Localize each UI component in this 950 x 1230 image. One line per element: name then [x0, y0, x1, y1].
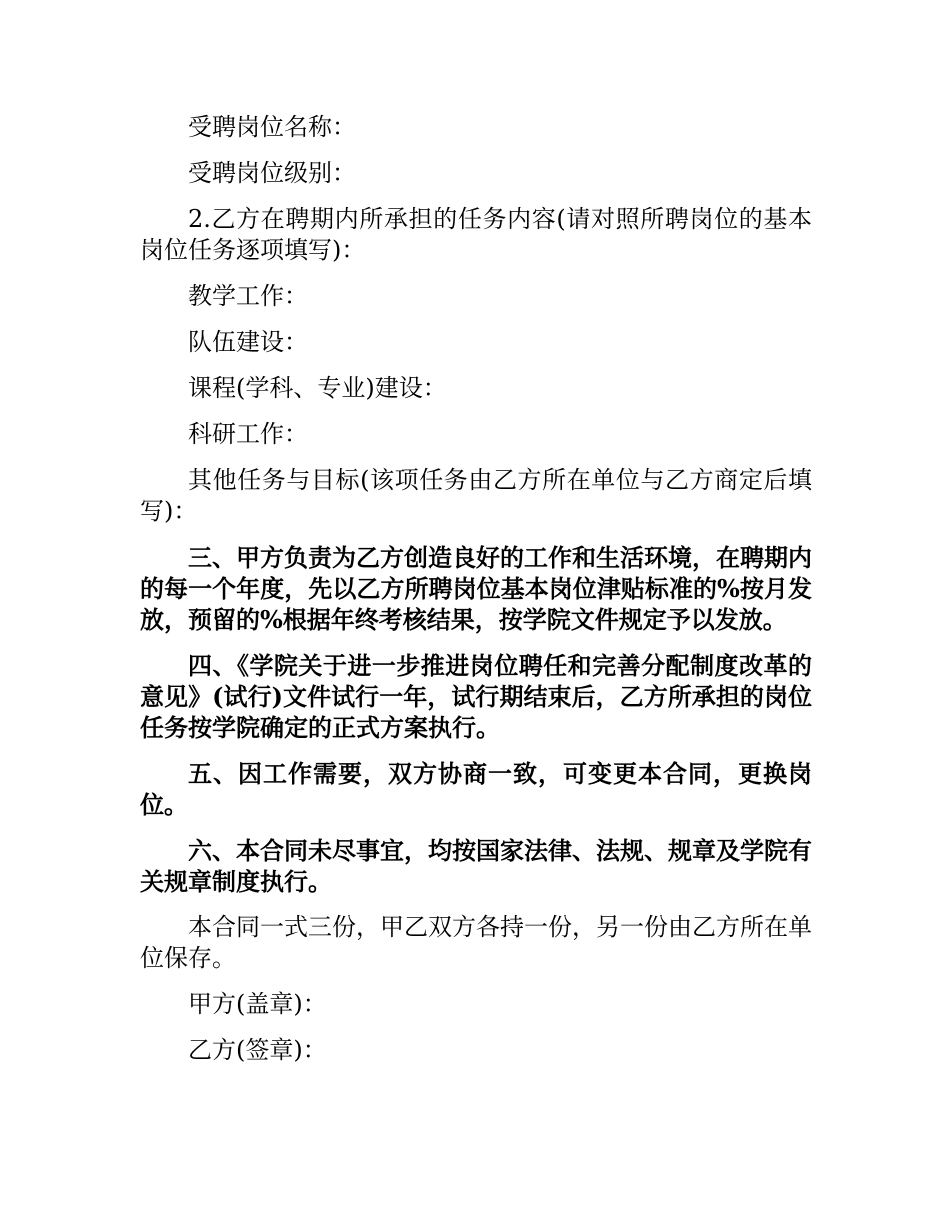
research-work-line: 科研工作：: [188, 420, 308, 448]
party-a-seal-line: 甲方(盖章)：: [188, 990, 327, 1018]
clause-five: 五、因工作需要，双方协商一致，可变更本合同，更换岗位。: [140, 759, 812, 819]
clause-four: 四、《学院关于进一步推进岗位聘任和完善分配制度改革的意见》(试行)文件试行一年，试行期结束后，乙方所承担的岗位任务按学院确定的正式方案执行。: [140, 651, 812, 742]
teaching-work-line: 教学工作：: [188, 282, 308, 310]
party-b-signature-line: 乙方(签章)：: [188, 1036, 327, 1064]
curriculum-building-line: 课程(学科、专业)建设：: [188, 374, 447, 402]
team-building-line: 队伍建设：: [188, 328, 308, 356]
other-tasks-paragraph: 其他任务与目标(该项任务由乙方所在单位与乙方商定后填写)：: [140, 466, 812, 525]
clause-three: 三、甲方负责为乙方创造良好的工作和生活环境，在聘期内的每一个年度，先以乙方所聘岗位基本岗位津贴标准的%按月发放，预留的%根据年终考核结果，按学院文件规定予以发放。: [140, 543, 812, 634]
task-content-paragraph: 2.乙方在聘期内所承担的任务内容(请对照所聘岗位的基本岗位任务逐项填写)：: [140, 205, 812, 264]
position-name-line: 受聘岗位名称：: [188, 113, 356, 141]
document-page: [140, 112, 812, 1081]
position-level-line: 受聘岗位级别：: [188, 159, 356, 187]
clause-six: 六、本合同未尽事宜，均按国家法律、法规、规章及学院有关规章制度执行。: [140, 836, 812, 896]
copies-paragraph: 本合同一式三份，甲乙双方各持一份，另一份由乙方所在单位保存。: [140, 913, 812, 972]
